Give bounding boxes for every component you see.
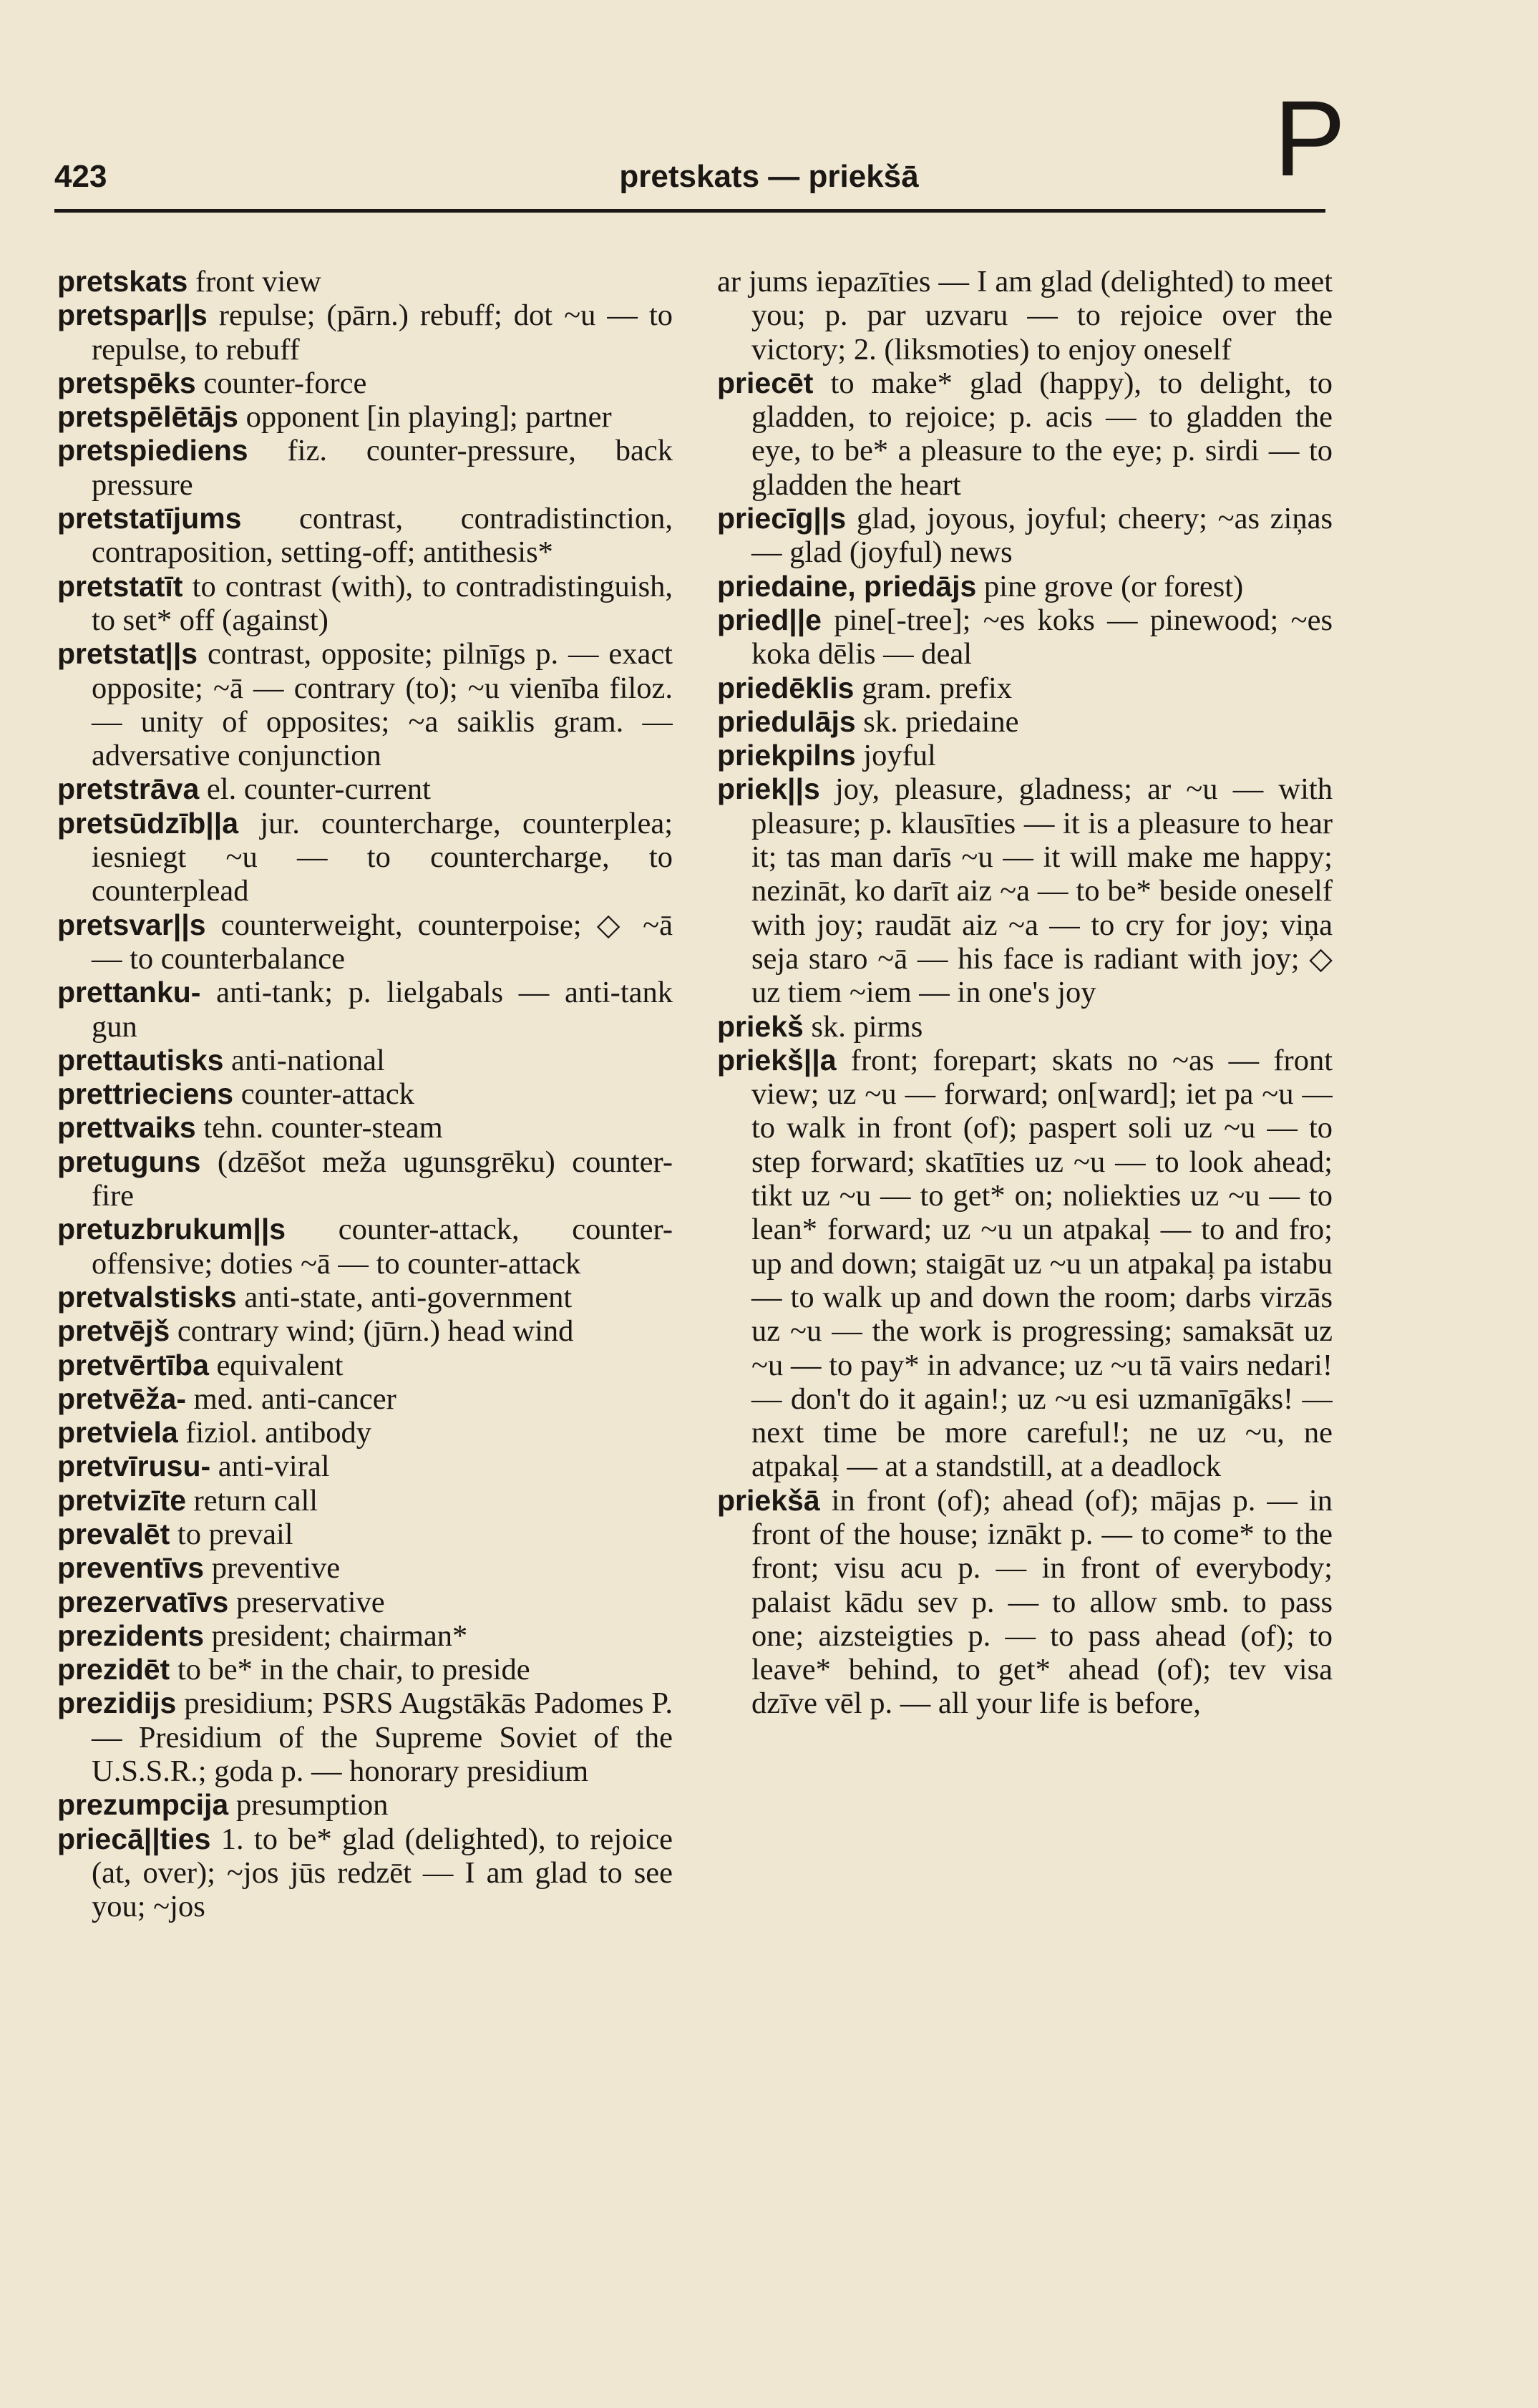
dictionary-entry — [717, 772, 1333, 1009]
definition: contrast, contradistinction, contraposition, setting-off; antithesis* — [92, 502, 673, 570]
dictionary-entry — [57, 1349, 673, 1382]
definition: el. counter-current — [199, 772, 431, 807]
dictionary-entry — [57, 265, 673, 298]
dictionary-entry — [57, 570, 673, 638]
headword: priekš — [717, 1009, 804, 1043]
headword: pretvējš — [57, 1314, 170, 1348]
definition: 1. to be* glad (delighted), to rejoice (at, over); ~jos jūs redzēt — I am glad to see you; ~jos — [92, 1822, 673, 1924]
dictionary-entry — [57, 1686, 673, 1788]
headword: pretsvar||s — [57, 908, 206, 941]
definition: counter-attack — [233, 1077, 414, 1112]
dictionary-entry — [717, 705, 1333, 739]
headword: prettautisks — [57, 1043, 224, 1077]
definition: tehn. counter-steam — [195, 1111, 443, 1145]
definition: front; forepart; skats no ~as — front view; uz ~u — forward; on[ward]; iet pa ~u — to walk in front (of); paspert soli uz ~u — to step forward; skatīties uz ~u — to look ahead; tikt uz ~u — to get* on; noliekties uz ~u — to lean* forward; uz ~u un atpakaļ — to and fro; up and down; staigāt uz ~u un atpakaļ pa istabu — to walk up and down the room; darbs virzās uz ~u — the work is progressing; samaksāt uz ~u — to pay* in advance; uz ~u tā vairs nedari! — don't do it again!; uz ~u esi uzmanīgāks! — next time be more careful!; ne uz ~u, ne atpakaļ — at a standstill, at a deadlock — [751, 1043, 1333, 1484]
headword: pretvīrusu- — [57, 1450, 211, 1483]
dictionary-entry — [57, 1213, 673, 1281]
dictionary-entry — [57, 1044, 673, 1077]
headword: pretskats — [57, 265, 188, 298]
headword: priedēklis — [717, 671, 855, 704]
headword: pretsūdzīb||a — [57, 806, 239, 840]
definition: contrast, opposite; pilnīgs p. — exact opposite; ~ā — contrary (to); ~u vienība filoz. — unity of opposites; ~a saiklis gram. — adversative conjunction — [92, 637, 673, 773]
dictionary-entry — [717, 1484, 1333, 1721]
definition: sk. priedaine — [855, 704, 1019, 739]
dictionary-entry — [57, 807, 673, 908]
page-number: 423 — [54, 159, 107, 194]
definition: equivalent — [208, 1348, 344, 1382]
headword: pretvēža- — [57, 1382, 187, 1415]
headword: pretspēks — [57, 366, 196, 399]
dictionary-entry — [57, 1111, 673, 1145]
headword: prevalēt — [57, 1517, 170, 1550]
definition: fiz. counter-pressure, back pressure — [92, 434, 673, 502]
headword: priecā||ties — [57, 1822, 211, 1855]
dictionary-entry — [57, 1653, 673, 1686]
dictionary-entry — [57, 1077, 673, 1111]
dictionary-entry — [57, 502, 673, 570]
headword: pretviela — [57, 1416, 178, 1450]
definition: anti-state, anti-government — [236, 1280, 573, 1314]
headword: pretvalstisks — [57, 1280, 237, 1314]
dictionary-entry — [717, 502, 1333, 570]
headword: prezidents — [57, 1618, 205, 1652]
definition: counterweight, counterpoise; ◇ ~ā — to counterbalance — [92, 908, 673, 976]
dictionary-entry — [57, 1619, 673, 1653]
definition: to be* in the chair, to preside — [170, 1653, 530, 1687]
dictionary-entry — [57, 1822, 673, 1924]
headword: pretvizīte — [57, 1483, 186, 1517]
definition: return call — [186, 1483, 318, 1518]
headword: prettanku- — [57, 976, 201, 1009]
headword: priecīg||s — [717, 502, 847, 535]
dictionary-entry — [57, 434, 673, 502]
dictionary-entry — [57, 1145, 673, 1213]
definition: joy, pleasure, gladness; ar ~u — with pleasure; p. klausīties — it is a pleasure to hear it; tas man darīs ~u — it will make me happy; nezināt, ko darīt aiz ~a — to be* beside oneself with joy; raudāt aiz ~a — to cry for joy; viņa seja staro ~ā — his face is radiant with joy; ◇ uz tiem ~iem — in one's joy — [751, 772, 1333, 1010]
definition: presidium; PSRS Augstākās Padomes P. — Presidium of the Supreme Soviet of the U.S.S.R.; goda p. — honorary presidium — [92, 1686, 673, 1789]
dictionary-entry — [717, 671, 1333, 705]
headword: pretspiediens — [57, 434, 248, 467]
definition: presumption — [228, 1788, 389, 1822]
dictionary-entry — [57, 1788, 673, 1822]
definition: pine grove (or forest) — [976, 569, 1244, 603]
dictionary-entry — [57, 1586, 673, 1619]
headword: prettvaiks — [57, 1111, 196, 1145]
dictionary-entry — [57, 1518, 673, 1551]
dictionary-entry — [57, 908, 673, 976]
headword: priecēt — [717, 366, 814, 399]
dictionary-entry — [57, 298, 673, 366]
definition: counter-force — [195, 366, 367, 400]
dictionary-entry — [57, 976, 673, 1044]
definition: anti-viral — [210, 1450, 330, 1484]
definition: ar jums iepazīties — I am glad (delighted) to meet you; p. par uzvaru — to rejoice over the victory; 2. (liksmoties) to enjoy oneself — [717, 265, 1333, 366]
running-head: pretskats — priekšā — [619, 159, 919, 194]
header-rule — [54, 209, 1325, 213]
definition: sk. pirms — [803, 1009, 923, 1044]
headword: pretstatīt — [57, 569, 183, 603]
definition: repulse; (pārn.) rebuff; dot ~u — to repulse, to rebuff — [92, 298, 673, 366]
definition: to prevail — [170, 1517, 293, 1551]
headword: pried||e — [717, 603, 822, 636]
definition: anti-national — [223, 1043, 385, 1077]
headword: prezervatīvs — [57, 1585, 229, 1618]
dictionary-entry — [57, 1450, 673, 1483]
dictionary-entry — [717, 1010, 1333, 1044]
dictionary-entry — [57, 772, 673, 806]
definition: to contrast (with), to contradistinguish, to set* off (against) — [92, 569, 673, 637]
headword: preventīvs — [57, 1551, 205, 1585]
dictionary-entry — [717, 570, 1333, 603]
definition: med. anti-cancer — [186, 1382, 396, 1416]
headword: prezidēt — [57, 1653, 170, 1686]
headword: pretuzbrukum||s — [57, 1213, 286, 1246]
dictionary-entry — [717, 603, 1333, 671]
right-column — [717, 265, 1333, 2183]
headword: pretstat||s — [57, 637, 198, 671]
headword: priedaine, priedājs — [717, 569, 977, 603]
definition: glad, joyous, joyful; cheery; ~as ziņas — glad (joyful) news — [751, 502, 1333, 570]
dictionary-entry — [57, 637, 673, 772]
definition: joyful — [855, 739, 936, 773]
dictionary-entry — [717, 1044, 1333, 1484]
headword: pretspar||s — [57, 298, 208, 332]
definition: counter-attack, counter-offensive; doties ~ā — to counter-attack — [92, 1213, 673, 1281]
definition: jur. countercharge, counterplea; iesniegt ~u — to countercharge, to counterplead — [92, 806, 673, 908]
definition: (dzēšot meža ugunsgrēku) counter-fire — [92, 1145, 673, 1213]
dictionary-entry — [57, 1416, 673, 1450]
definition: anti-tank; p. lielgabals — anti-tank gun — [92, 976, 673, 1044]
headword: priedulājs — [717, 704, 856, 738]
headword: prezidijs — [57, 1686, 177, 1720]
dictionary-entry — [57, 1551, 673, 1585]
dictionary-entry — [717, 366, 1333, 502]
definition: front view — [188, 265, 321, 298]
definition: president; chairman* — [204, 1618, 468, 1653]
headword: prettrieciens — [57, 1077, 234, 1111]
definition: preservative — [228, 1585, 385, 1619]
dictionary-entry — [717, 265, 1333, 366]
headword: pretvērtība — [57, 1348, 209, 1382]
dictionary-entry — [57, 1281, 673, 1314]
definition: preventive — [204, 1551, 341, 1586]
definition: to make* glad (happy), to delight, to gladden, to rejoice; p. acis — to gladden the eye, to be* a pleasure to the eye; p. sirdi — to gladden the heart — [751, 366, 1333, 502]
definition: fiziol. antibody — [177, 1416, 371, 1450]
headword: pretstatījums — [57, 502, 242, 535]
headword: pretspēlētājs — [57, 400, 238, 434]
dictionary-entry — [57, 400, 673, 434]
definition: gram. prefix — [854, 671, 1013, 705]
headword: priekpilns — [717, 739, 856, 772]
dictionary-entry — [57, 1314, 673, 1348]
definition: opponent [in playing]; partner — [238, 400, 612, 434]
dictionary-entry — [57, 1484, 673, 1518]
headword: pretstrāva — [57, 772, 200, 806]
dictionary-entry — [57, 366, 673, 400]
section-letter: P — [1274, 78, 1346, 198]
left-column — [57, 265, 673, 2183]
headword: priekšā — [717, 1483, 820, 1517]
definition: in front (of); ahead (of); mājas p. — in front of the house; iznākt p. — to come* to the front; visu acu p. — in front of everybody; palaist kādu sev p. — to allow smb. to pass one; aizsteigties p. — to pass ahead (of); to leave* behind, to get* ahead (of); tev visa dzīve vēl p. — all your life is before, — [751, 1483, 1333, 1721]
definition: pine[-tree]; ~es koks — pinewood; ~es koka dēlis — deal — [751, 603, 1333, 671]
definition: contrary wind; (jūrn.) head wind — [170, 1314, 574, 1349]
dictionary-entry — [717, 739, 1333, 772]
headword: priek||s — [717, 772, 820, 806]
headword: pretuguns — [57, 1145, 201, 1178]
headword: priekš||a — [717, 1043, 837, 1077]
headword: prezumpcija — [57, 1788, 229, 1822]
dictionary-entry — [57, 1382, 673, 1416]
